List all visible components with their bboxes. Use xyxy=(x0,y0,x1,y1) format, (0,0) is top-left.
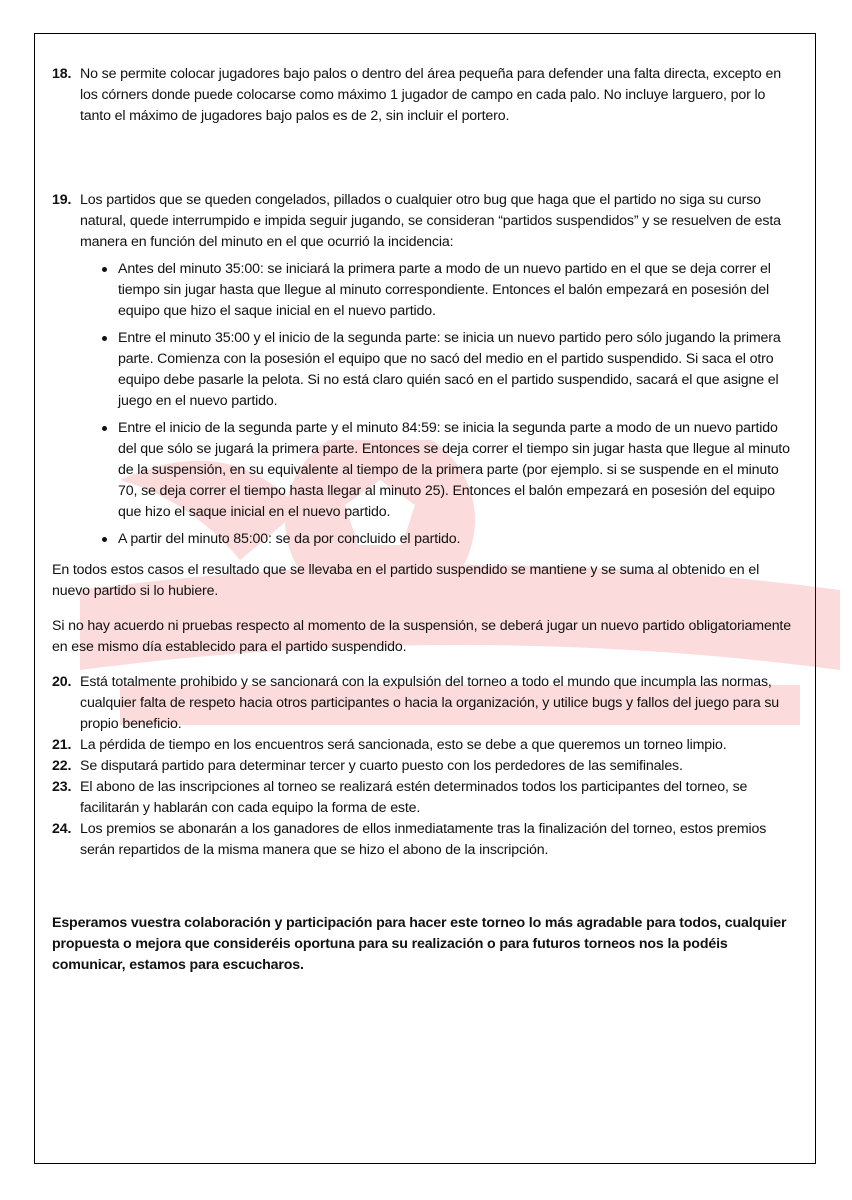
rule-text: No se permite colocar jugadores bajo palos o dentro del área pequeña para defender una falta directa, excepto en los córners donde puede colocarse como máximo 1 jugador de campo en cada palo. No incluye larguero, por lo tanto el máximo de jugadores bajo palos es de 2, sin incluir el portero. xyxy=(80,66,781,124)
rule-number: 22. xyxy=(52,758,72,774)
rule-text: Se disputará partido para determinar tercer y cuarto puesto con los perdedores de las semifinales. xyxy=(80,758,683,774)
list-item xyxy=(118,259,792,322)
rule-24 xyxy=(52,819,792,861)
list-item-text: A partir del minuto 85:00: se da por concluido el partido. xyxy=(118,531,461,547)
rule-21 xyxy=(52,735,792,756)
list-item xyxy=(118,418,792,523)
bullet-icon xyxy=(102,336,107,341)
rule-number: 21. xyxy=(52,737,72,753)
rule-18 xyxy=(52,64,792,127)
document-body xyxy=(52,64,792,976)
list-item-text: Entre el inicio de la segunda parte y el minuto 84:59: se inicia la segunda parte a modo de un nuevo partido del que sólo se jugará la primera parte. Entonces se deja correr el tiempo sin jugar hasta que llegue al minuto de la suspensión, en su equivalente al tiempo de la primera parte (por ejemplo. si se suspende en el minuto 70, se deja correr el tiempo hasta llegar al minuto 25). Entonces el balón empezará en posesión del equipo que hizo el saque inicial en el nuevo partido. xyxy=(118,420,790,520)
list-item-text: Entre el minuto 35:00 y el inicio de la segunda parte: se inicia un nuevo partido pero sólo jugando la primera parte. Comienza con la posesión el equipo que no sacó del medio en el partido suspendido. Si saca el otro equipo debe pasarle la pelota. Si no está claro quién sacó en el partido suspendido, sacará el que asigne el juego en el nuevo partido. xyxy=(118,330,781,409)
list-item xyxy=(118,328,792,412)
list-item-text: Antes del minuto 35:00: se iniciará la primera parte a modo de un nuevo partido en el que se deja correr el tiempo sin jugar hasta que llegue al minuto correspondiente. Entonces el balón empezará en posesión del equipo que hizo el saque inicial en el nuevo partido. xyxy=(118,261,771,319)
paragraph-no-agreement: Si no hay acuerdo ni pruebas respecto al momento de la suspensión, se deberá jugar un nuevo partido obligatoriamente en ese mismo día establecido para el partido suspendido. xyxy=(52,618,791,655)
rule-number: 20. xyxy=(52,674,72,690)
rule-text: El abono de las inscripciones al torneo se realizará estén determinados todos los participantes del torneo, se facilitarán y hablarán con cada equipo la forma de este. xyxy=(80,779,748,816)
paragraph-result: En todos estos casos el resultado que se llevaba en el partido suspendido se mantiene y se suma al obtenido en el nuevo partido si lo hubiere. xyxy=(52,562,760,599)
rule-text: La pérdida de tiempo en los encuentros será sancionada, esto se debe a que queremos un torneo limpio. xyxy=(80,737,727,753)
bullet-icon xyxy=(102,537,107,542)
rule-number: 24. xyxy=(52,821,72,837)
rule-text: Los premios se abonarán a los ganadores de ellos inmediatamente tras la finalización del torneo, estos premios serán repartidos de la misma manera que se hizo el abono de la inscripción. xyxy=(80,821,767,858)
rule-number: 18. xyxy=(52,66,72,82)
bullet-icon xyxy=(102,426,107,431)
suspension-cases-list xyxy=(52,259,792,550)
list-item xyxy=(118,529,792,550)
bullet-icon xyxy=(102,267,107,272)
closing-statement: Esperamos vuestra colaboración y participación para hacer este torneo lo más agradable para todos, cualquier propuesta o mejora que consideréis oportuna para su realización o para futuros torneos nos la podéis comunicar, estamos para escucharos. xyxy=(52,915,787,973)
rule-22 xyxy=(52,756,792,777)
rule-23 xyxy=(52,777,792,819)
rule-text: Está totalmente prohibido y se sancionará con la expulsión del torneo a todo el mundo que incumpla las normas, cualquier falta de respeto hacia otros participantes o hacia la organización, y utilice bugs y fallos del juego para su propio beneficio. xyxy=(80,674,780,732)
rule-number: 19. xyxy=(52,192,72,208)
rule-number: 23. xyxy=(52,779,72,795)
rule-20 xyxy=(52,672,792,735)
rule-19 xyxy=(52,190,792,253)
rule-text: Los partidos que se queden congelados, pillados o cualquier otro bug que haga que el partido no siga su curso natural, quede interrumpido e impida seguir jugando, se consideran “partidos suspendidos” y se resuelven de esta manera en función del minuto en el que ocurrió la incidencia: xyxy=(80,192,781,250)
